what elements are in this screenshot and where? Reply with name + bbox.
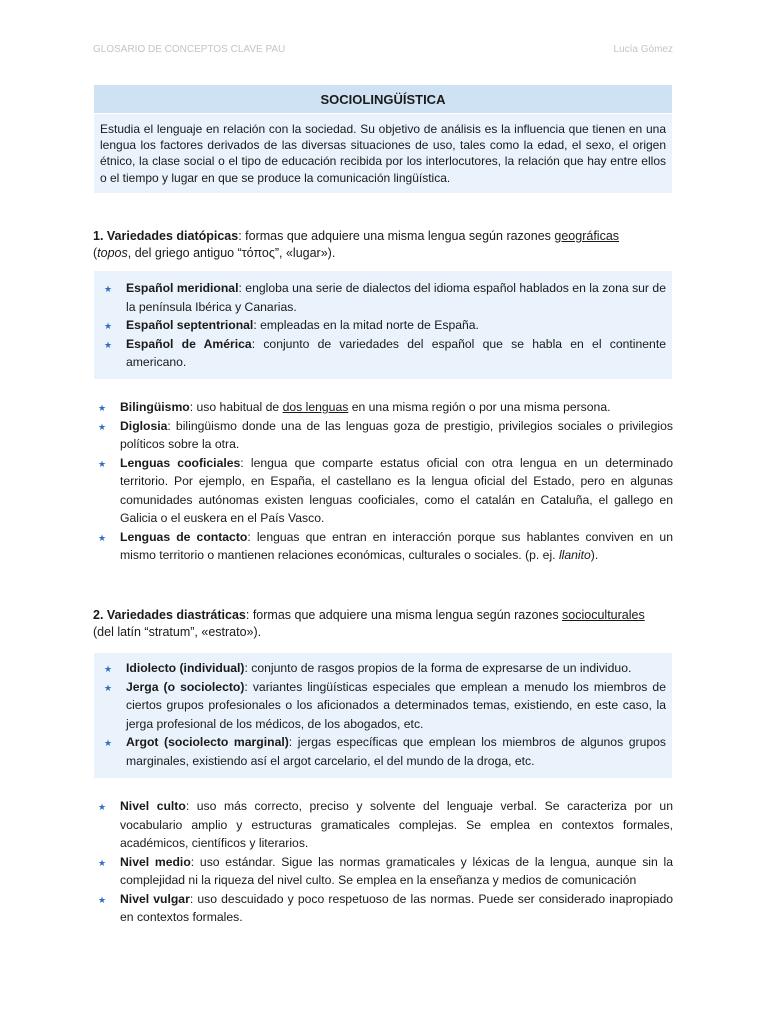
star-bullet-icon: ★ [98, 458, 107, 469]
list-item: ★ Lenguas de contacto: lenguas que entran en interacción porque sus hablantes conviven en un mismo territorio o mantienen relaciones económicas, culturales o sociales. (p. ej. llanito). [98, 529, 673, 562]
list-item: ★ Español de América: conjunto de variedades del español que se habla en el continente americano. [104, 336, 666, 369]
list3-box [94, 653, 672, 778]
section2-paragraph: 2. Variedades diastráticas: formas que adquiere una misma lengua según razones socioculturales (del latín “stratum”, «estrato»). [93, 608, 645, 639]
page-header [93, 44, 673, 60]
star-bullet-icon: ★ [104, 664, 113, 674]
section1-text: : formas que adquiere una misma lengua según razones [238, 229, 555, 243]
star-bullet-icon: ★ [104, 682, 113, 693]
list-item: ★ Español meridional: engloba una serie de dialectos del idioma español hablados en la zona sur de la península Ibérica y Canarias. [104, 281, 666, 314]
section2-heading: 2. Variedades diastráticas [93, 608, 246, 622]
list-item: ★ Nivel medio: uso estándar. Sigue las normas gramaticales y léxicas de la lengua, aunque sin la complejidad ni la riqueza del nivel culto. Se emplea en la enseñanza y medios de comunicación [98, 854, 674, 887]
star-bullet-icon: ★ [98, 403, 107, 413]
list-item: ★ Nivel vulgar: uso descuidado y poco respetuoso de las normas. Puede ser considerado inapropiado en contextos formales. [98, 891, 674, 924]
list1-box [94, 271, 672, 379]
star-bullet-icon: ★ [98, 894, 107, 905]
list-item: ★ Bilingüismo: uso habitual de dos lenguas en una misma región o por una misma persona. [120, 398, 673, 417]
list-item: ★ Jerga (o sociolecto): variantes lingüísticas especiales que emplean a menudo los miembros de ciertos grupos profesionales o los aficionados a determinados temas, existiendo, en este caso, la jerga profesional de los médicos, de los abogados, etc. [104, 679, 666, 731]
section1-underlined: geográficas [554, 229, 620, 243]
list-item: ★ Diglosia: bilingüismo donde una de las lenguas goza de prestigio, privilegios sociales o privilegios políticos sobre la otra. [98, 418, 673, 451]
star-bullet-icon: ★ [104, 284, 113, 294]
intro-definition: Estudia el lenguaje en relación con la sociedad. Su objetivo de análisis es la influencia que tienen en una lengua los factores derivados de las diversas situaciones de uso, tales como la edad, el sexo, el origen étnico, la clase social o el tipo de educación recibida por los interlocutores, la relación que hay entre ellos o el tiempo y lugar en que se produce la comunicación lingüística. [94, 114, 672, 193]
star-bullet-icon: ★ [98, 532, 107, 543]
list-item: ★ Idiolecto (individual): conjunto de rasgos propios de la forma de expresarse de un individuo. [126, 659, 666, 678]
star-bullet-icon: ★ [98, 421, 107, 432]
star-bullet-icon: ★ [104, 339, 113, 350]
section1-italic: topos [97, 245, 128, 260]
section2-underlined: socioculturales [562, 608, 645, 622]
section1-paragraph: 1. Variedades diatópicas: formas que adquiere una misma lengua según razones geográficas (topos, del griego antiguo “τόπος”, «lugar»). [93, 229, 620, 260]
list-item: ★ Nivel culto: uso más correcto, preciso y solvente del lenguaje verbal. Se caracteriza por un vocabulario amplio y estructuras gramaticales complejas. Se emplea en contextos formales, académicos, científicos y literarios. [98, 799, 673, 850]
list-item: ★ Lenguas cooficiales: lengua que comparte estatus oficial con otra lengua en un determinado territorio. Por ejemplo, en España, el castellano es la lengua oficial del Estado, pero en algunas comunidades autónomas existen lenguas cooficiales, como el catalán en Cataluña, el gallego en Galicia o el euskera en el País Vasco. [98, 455, 673, 525]
list-item: ★ Argot (sociolecto marginal): jergas específicas que emplean los miembros de algunos grupos marginales, existiendo así el argot carcelario, el del mundo de la droga, etc. [104, 735, 666, 768]
star-bullet-icon: ★ [104, 738, 113, 748]
star-bullet-icon: ★ [104, 321, 113, 331]
star-bullet-icon: ★ [98, 802, 107, 812]
header-author: Lucía Gómez [613, 44, 673, 55]
list-item: ★ Español septentrional: empleadas en la mitad norte de España. [126, 316, 666, 335]
header-document-title: GLOSARIO DE CONCEPTOS CLAVE PAU [93, 44, 286, 55]
section-title: SOCIOLINGÜÍSTICA [94, 85, 672, 113]
star-bullet-icon: ★ [98, 857, 107, 868]
section1-heading: 1. Variedades diatópicas [93, 229, 239, 243]
